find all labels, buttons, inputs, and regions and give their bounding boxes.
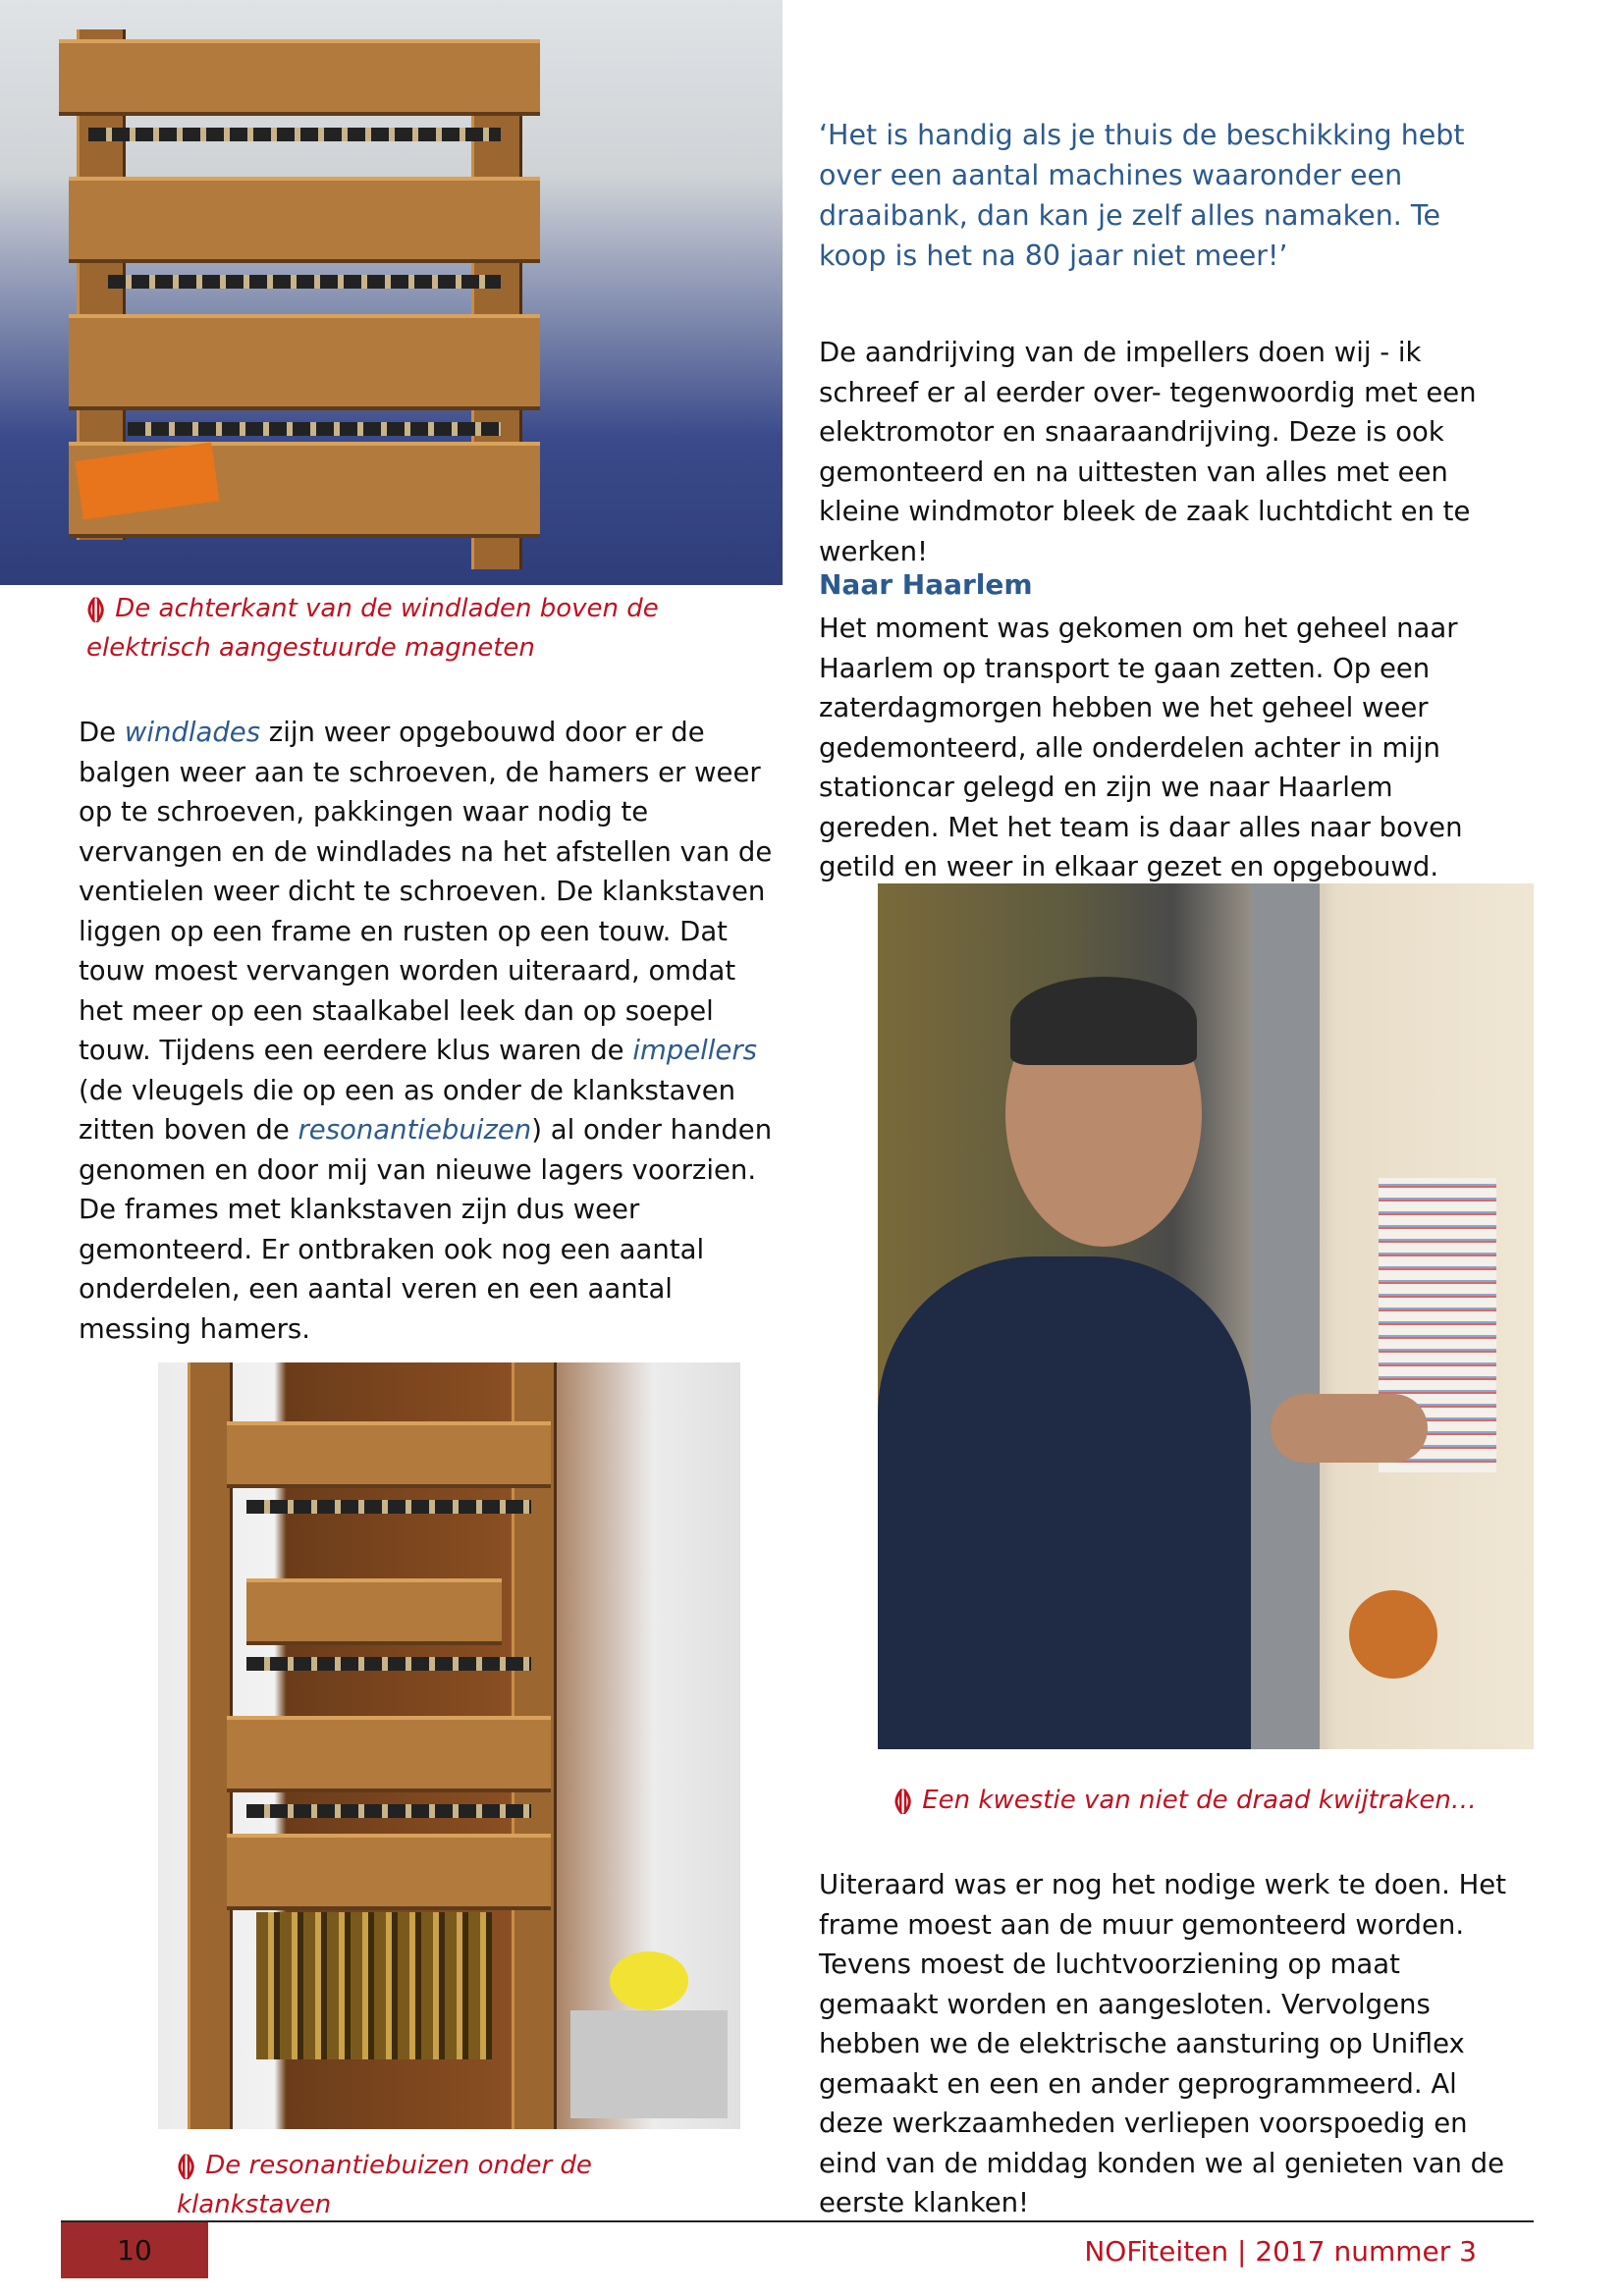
caption-bottom: ⟬⟭ De resonantiebuizen onder de klankstaven [177, 2151, 592, 2219]
caption-right: ⟬⟭ Een kwestie van niet de draad kwijtraken… [893, 1786, 1477, 1815]
photo-windladen [0, 0, 783, 585]
term-windlades: windlades [124, 717, 261, 748]
paragraph-aandrijving: De aandrijving van de impellers doen wij - ik schreef er al eerder over- tegenwoordig met een elektromotor en snaaraandrijving. Deze is ook gemonteerd en na uittesten van alles met een kleine windmotor bleek de zaak luchtdicht en te werken! [819, 337, 1477, 567]
paragraph-frames: De frames met klankstaven zijn dus weer gemonteerd. Er ontbraken ook nog een aantal onderdelen, een aantal veren en een aantal messing hamers. [79, 1194, 705, 1345]
pull-quote: ‘Het is handig als je thuis de beschikking hebt over een aantal machines waaronder een draaibank, dan kan je zelf alles namaken. Te koop is het na 80 jaar niet meer!’ [819, 119, 1465, 272]
publication-title: NOFiteiten | 2017 nummer 3 [1084, 2235, 1477, 2268]
arrow-marker-icon: ⟬⟭ [177, 2151, 196, 2180]
arrow-marker-icon: ⟬⟭ [893, 1786, 913, 1815]
section-heading: Naar Haarlem [819, 568, 1033, 601]
photo-bedrading [878, 883, 1534, 1749]
caption-top: ⟬⟭ De achterkant van de windladen boven de elektrisch aangestuurde magneten [86, 594, 659, 663]
paragraph-uniflex: Uiteraard was er nog het nodige werk te doen. Het frame moest aan de muur gemonteerd worden. Tevens moest de luchtvoorziening op maat gemaakt worden en aangesloten. Vervolgens hebben we de elektrische aansturing op Uniflex gemaakt en een en ander geprogrammeerd. Al deze werkzaamheden verliepen voorspoedig en eind van de middag konden we al genieten van de eerste klanken! [819, 1869, 1506, 2218]
footer-rule [61, 2220, 1534, 2222]
paragraph-windlades: De windlades zijn weer opgebouwd door er de balgen weer aan te schroeven, de hamers er weer op te schroeven, pakkingen waar nodig te vervangen en de windlades na het afstellen van de ventielen weer dicht te schroeven. De klankstaven liggen op een frame en rusten op een touw. Dat touw moest vervangen worden uiteraard, omdat het meer op een staalkabel leek dan op soepel touw. Tijdens een eerdere klus waren de impellers (de vleugels die op een as onder de klankstaven zitten boven de resonantiebuizen) al onder handen genomen en door mij van nieuwe lagers voorzien. [79, 717, 773, 1186]
arrow-marker-icon: ⟬⟭ [86, 594, 106, 623]
left-column-text [79, 713, 780, 1349]
page-number: 10 [61, 2222, 208, 2278]
term-impellers: impellers [632, 1035, 757, 1066]
paragraph-haarlem: Het moment was gekomen om het geheel naar Haarlem op transport te gaan zetten. Op een zaterdagmorgen hebben we het geheel weer gedemonteerd, alle onderdelen achter in mijn stationcar gelegd en zijn we naar Haarlem gereden. Met het team is daar alles naar boven getild en weer in elkaar gezet en opgebouwd. [819, 613, 1463, 882]
photo-resonantiebuizen [158, 1362, 740, 2129]
term-resonantiebuizen: resonantiebuizen [298, 1114, 532, 1146]
